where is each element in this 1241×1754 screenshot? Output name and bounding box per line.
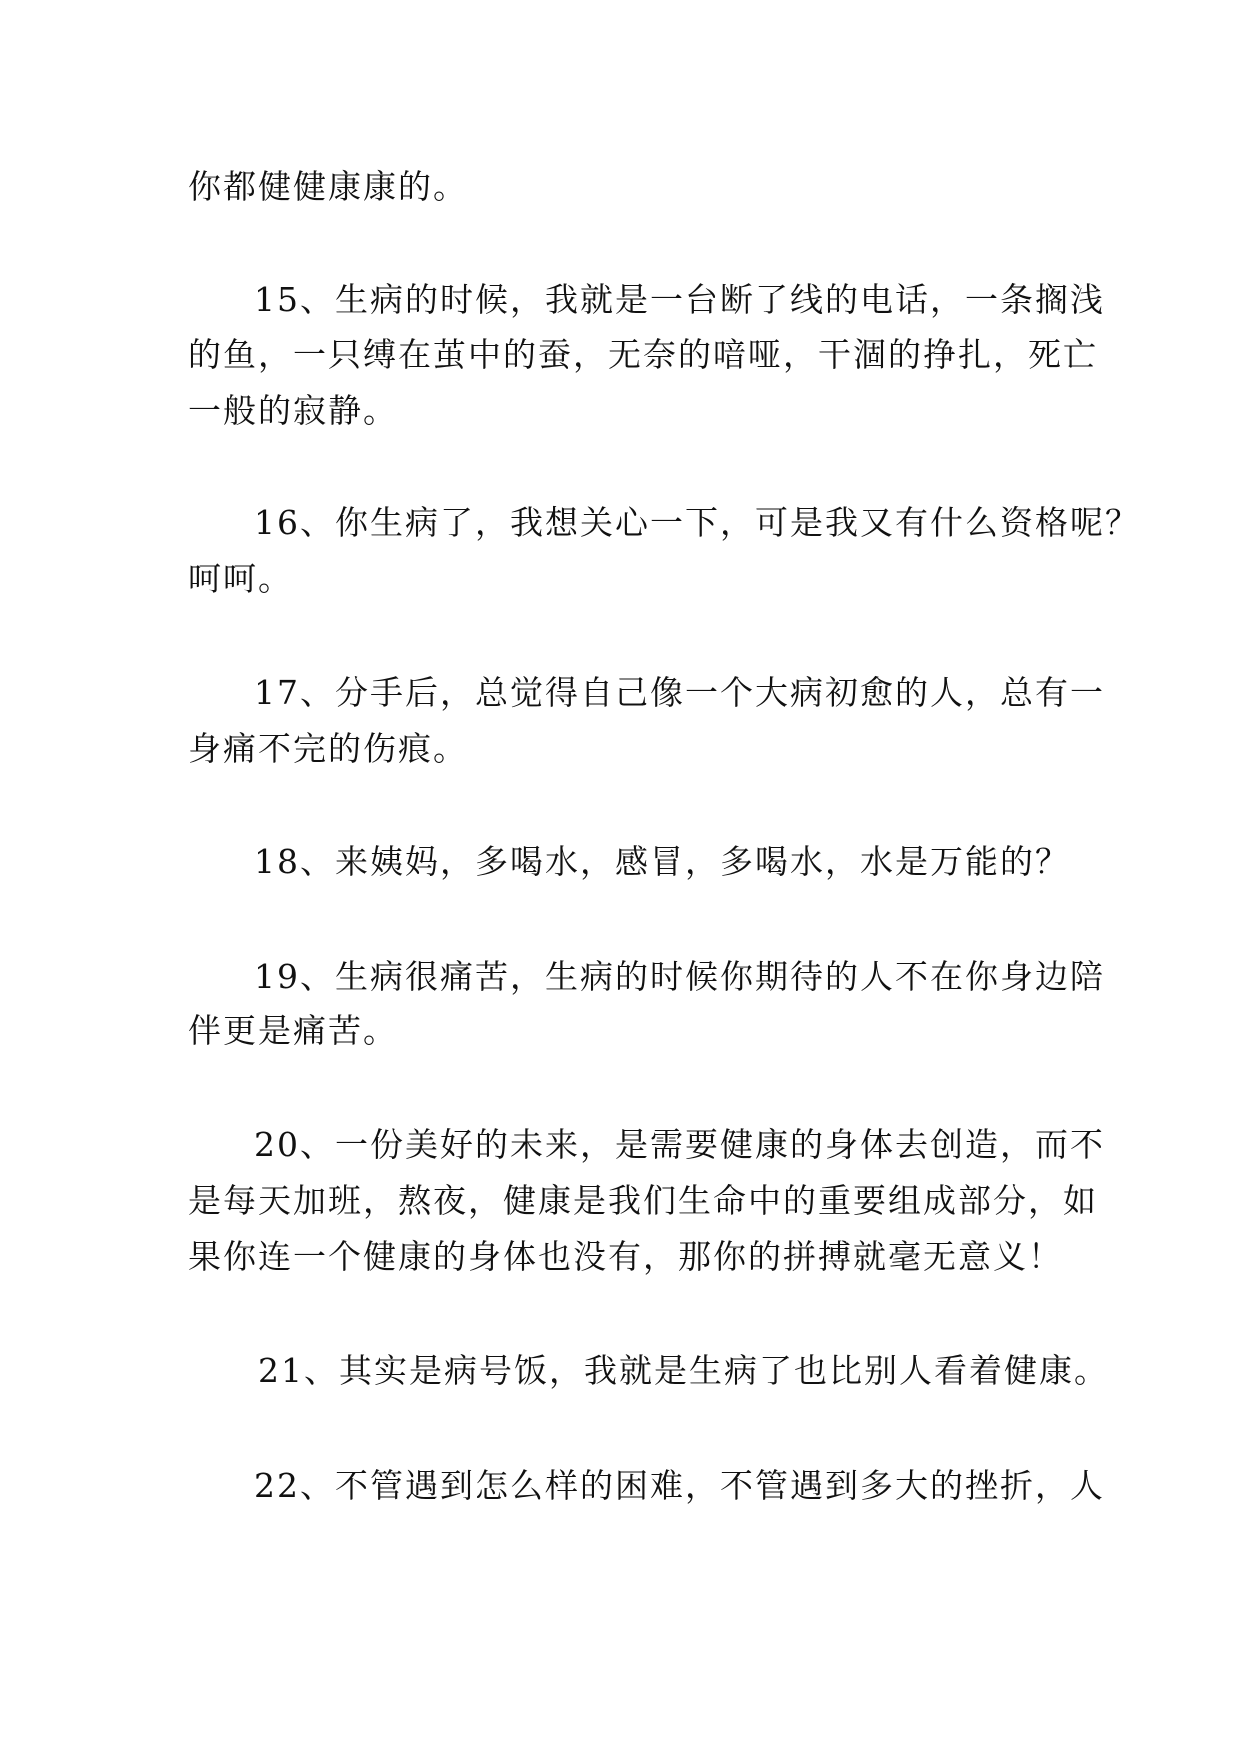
paragraph-20-line-3: 果你连一个健康的身体也没有，那你的拼搏就毫无意义！	[188, 1237, 1063, 1276]
paragraph-19-line-1: 19、生病很痛苦，生病的时候你期待的人不在你身边陪	[254, 957, 1105, 996]
paragraph-21-line-1: 21、其实是病号饭，我就是生病了也比别人看着健康。	[258, 1351, 1109, 1390]
paragraph-18-line-1: 18、来姨妈，多喝水，感冒，多喝水，水是万能的？	[254, 842, 1070, 881]
paragraph-15-line-2: 的鱼，一只缚在茧中的蚕，无奈的喑哑，干涸的挣扎，死亡	[188, 335, 1098, 374]
text-line: 你都健健康康的。	[188, 167, 468, 206]
paragraph-17-line-2: 身痛不完的伤痕。	[188, 729, 468, 768]
paragraph-16-line-1: 16、你生病了，我想关心一下，可是我又有什么资格呢？	[254, 503, 1140, 542]
paragraph-15-line-3: 一般的寂静。	[188, 391, 398, 430]
paragraph-22-line-1: 22、不管遇到怎么样的困难，不管遇到多大的挫折，人	[254, 1466, 1105, 1505]
paragraph-20-line-2: 是每天加班，熬夜，健康是我们生命中的重要组成部分，如	[188, 1181, 1098, 1220]
paragraph-19-line-2: 伴更是痛苦。	[188, 1011, 398, 1050]
paragraph-16-line-2: 呵呵。	[188, 559, 293, 598]
paragraph-15-line-1: 15、生病的时候，我就是一台断了线的电话，一条搁浅	[254, 280, 1105, 319]
paragraph-20-line-1: 20、一份美好的未来，是需要健康的身体去创造，而不	[254, 1125, 1105, 1164]
paragraph-17-line-1: 17、分手后，总觉得自己像一个大病初愈的人，总有一	[254, 673, 1105, 712]
